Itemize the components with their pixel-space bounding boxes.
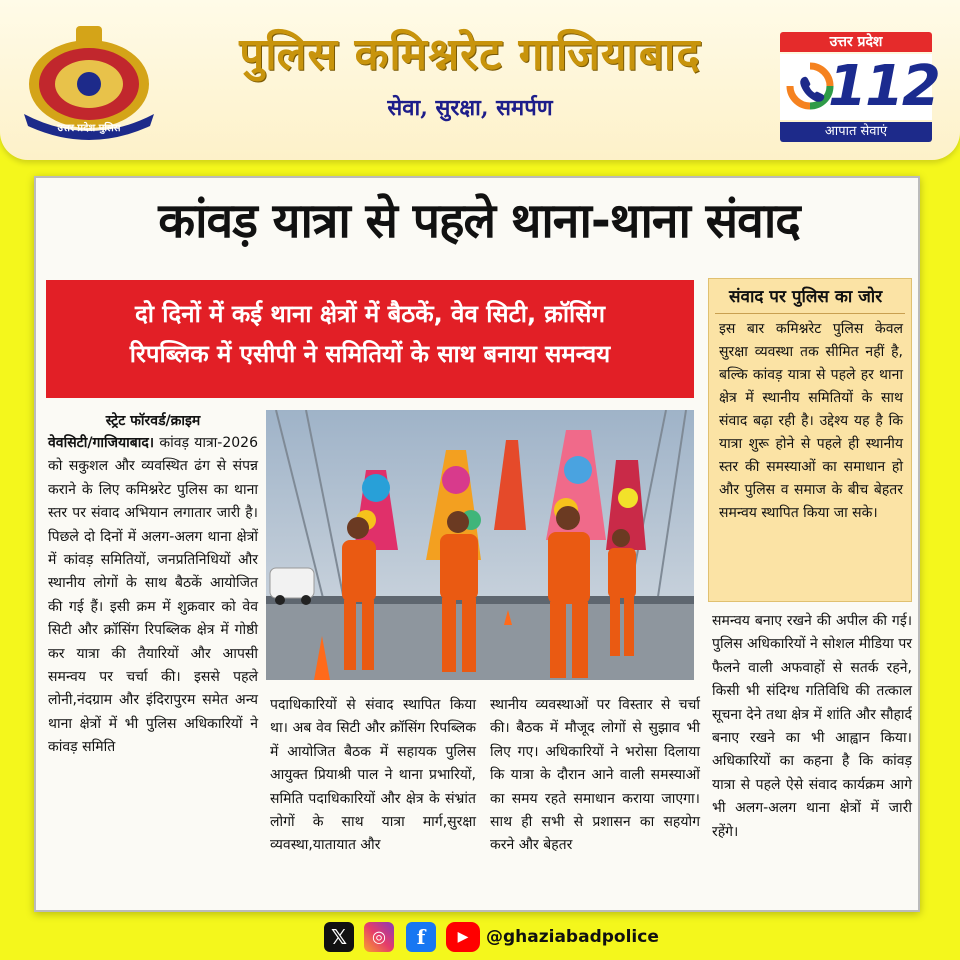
byline: स्ट्रेट फॉरवर्ड/क्राइम — [105, 413, 201, 429]
badge-number: 112 — [828, 54, 939, 119]
phone-ring-icon — [786, 62, 834, 110]
dateline: वेवसिटी/गाजियाबाद। — [48, 435, 155, 451]
social-bar — [310, 916, 659, 956]
emergency-112-badge — [780, 32, 939, 144]
article-column-4: समन्वय बनाए रखने की अपील की गई। पुलिस अधिकारियों ने सोशल मीडिया पर फैलने वाली अफवाहों से सतर्क रहने, किसी भी संदिग्ध गतिविधि की तत्काल सूचना देने तथा क्षेत्र में शांति और सौहार्द बनाए रखने का भी आह्वान किया। अधिकारियों का कहना है कि कांवड़ यात्रा से पहले ऐसे संवाद कार्यक्रम आगे भी अलग-अलग थाना क्षेत्रों में जारी रहेंगे। — [712, 613, 912, 840]
column-1-text: कांवड़ यात्रा-2026 को सकुशल और व्यवस्थित ढंग से संपन्न कराने के लिए कमिश्नरेट पुलिस का थाना स्तर पर संवाद अभियान लगातार जारी है। पिछले दो दिनों में अलग-अलग थाना क्षेत्रों में कांवड़ समितियों, जनप्रतिनिधियों और स्थानीय लोगों के साथ बैठकें आयोजित की गई हैं। इसी क्रम में शुक्रवार को वेव सिटी और क्रॉसिंग रिपब्लिक क्षेत्र में गोष्ठी कर यात्रा की तैयारियों और आपसी समन्वय पर चर्चा की। इससे पहले लोनी,नंदग्राम और इंदिरापुरम समेत अन्य थाना क्षेत्रों में भी पुलिस अधिकारियों ने कांवड़ समिति — [48, 435, 258, 756]
logo-text: उत्तर प्रदेश पुलिस — [57, 123, 121, 134]
sidebar-text: इस बार कमिश्नरेट पुलिस केवल सुरक्षा व्यवस्था तक सीमित नहीं है, बल्कि कांवड़ यात्रा से पहले हर थाना क्षेत्र में स्थानीय समितियों के साथ संवाद बढ़ा रही है। उद्देश्य यह है कि यात्रा शुरू होने से पहले ही स्थानीय स्तर की समस्याओं का समाधान हो और पुलिस व समाज के बीच बेहतर समन्वय स्थापित किया जा सके। — [719, 321, 903, 521]
page-title: पुलिस कमिश्नरेट गाजियाबाद — [239, 29, 701, 80]
page-subtitle: सेवा, सुरक्षा, समर्पण — [387, 95, 553, 121]
article-subheadline — [46, 280, 694, 398]
facebook-icon[interactable]: f — [406, 922, 436, 952]
article-column-1 — [48, 410, 258, 760]
article-column-3: स्थानीय व्यवस्थाओं पर विस्तार से चर्चा की। बैठक में मौजूद लोगों से सुझाव भी लिए गए। अधिकारियों ने भरोसा दिलाया कि यात्रा के दौरान आने वाली समस्याओं का समय रहते समाधान कराया जाएगा। साथ ही सभी से प्रशासन का सहयोग करने और बेहतर — [490, 697, 700, 854]
youtube-icon[interactable]: ▶ — [446, 922, 480, 952]
newspaper-clipping — [34, 176, 920, 912]
social-handle[interactable]: @ghaziabadpolice — [486, 927, 659, 947]
article-column-2: पदाधिकारियों से संवाद स्थापित किया था। अब वेव सिटी और क्रॉसिंग रिपब्लिक में आयोजित बैठक में सहायक पुलिस आयुक्त प्रियाश्री पाल ने थाना प्रभारियों, समिति पदाधिकारियों और क्षेत्र के संभ्रांत लोगों के साथ यात्रा मार्ग,सुरक्षा व्यवस्था,यातायात और — [270, 697, 476, 854]
sidebar-box — [708, 278, 912, 602]
x-icon[interactable]: 𝕏 — [324, 922, 354, 952]
sidebar-title: संवाद पर पुलिस का जोर — [715, 279, 905, 314]
badge-bottom-label: आपात सेवाएं — [780, 122, 932, 142]
instagram-icon[interactable]: ◎ — [364, 922, 394, 952]
badge-top-label: उत्तर प्रदेश — [780, 32, 932, 52]
header-banner — [0, 0, 960, 160]
kanwar-pilgrims-photo — [266, 410, 694, 680]
subheadline-line-1: दो दिनों में कई थाना क्षेत्रों में बैठकें, वेव सिटी, क्रॉसिंग — [134, 300, 606, 328]
subheadline-line-2: रिपब्लिक में एसीपी ने समितियों के साथ बनाया समन्वय — [129, 340, 611, 368]
article-headline: कांवड़ यात्रा से पहले थाना-थाना संवाद — [158, 193, 800, 249]
up-police-emblem-icon — [14, 22, 164, 142]
